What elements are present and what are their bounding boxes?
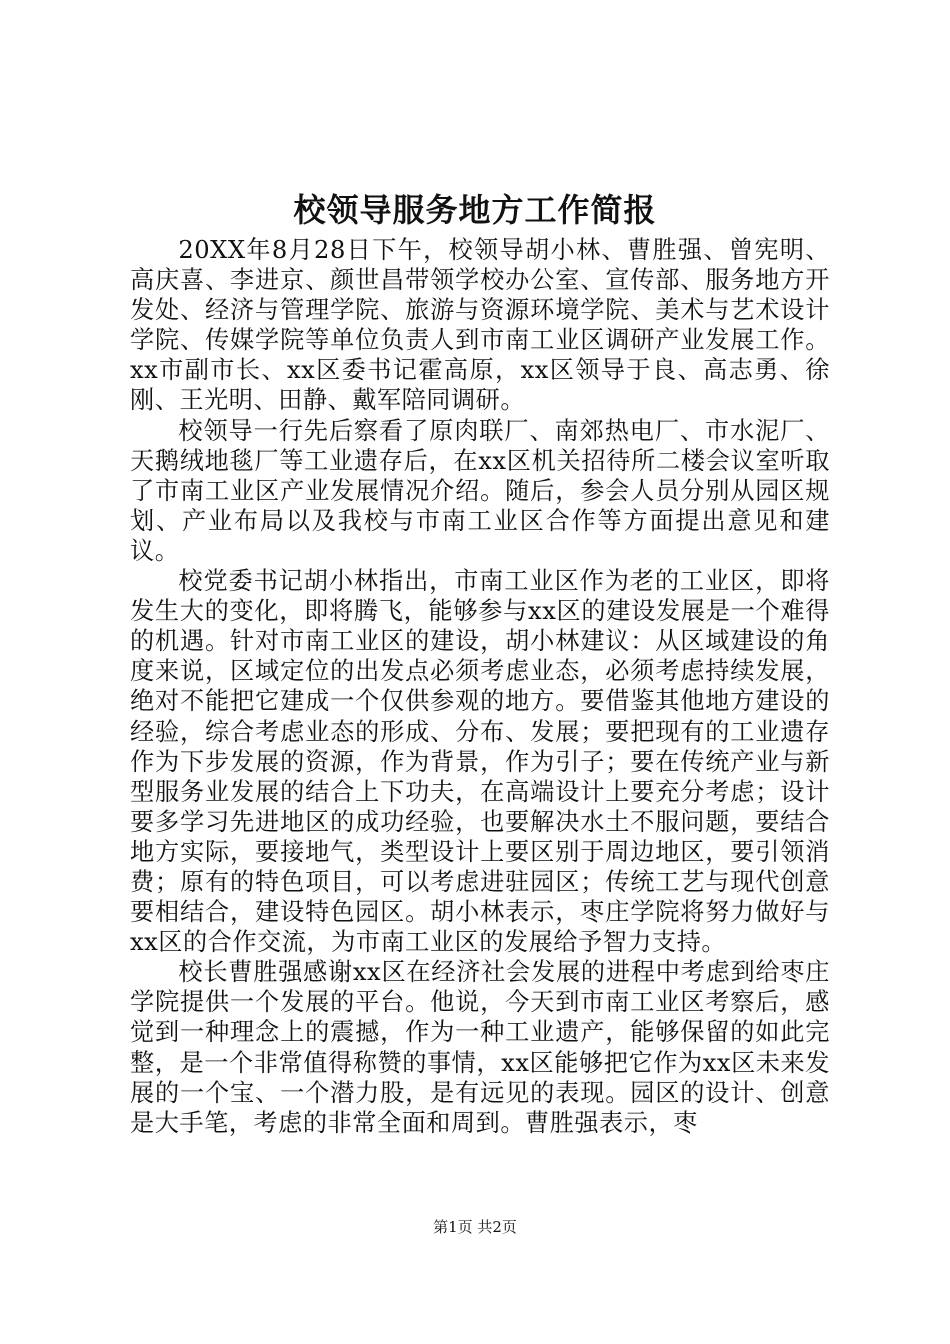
document-body	[130, 235, 830, 1138]
paragraph-3: 校党委书记胡小林指出，市南工业区作为老的工业区，即将发生大的变化，即将腾飞，能够参与xx区的建设发展是一个难得的机遇。针对市南工业区的建设，胡小林建议：从区域建设的角度来说，区域定位的出发点必须考虑业态，必须考虑持续发展，绝对不能把它建成一个仅供参观的地方。要借鉴其他地方建设的经验，综合考虑业态的形成、分布、发展；要把现有的工业遗存作为下步发展的资源，作为背景，作为引子；要在传统产业与新型服务业发展的结合上下功夫，在高端设计上要充分考虑；设计要多学习先进地区的成功经验，也要解决水土不服问题，要结合地方实际，要接地气，类型设计上要区别于周边地区，要引领消费；原有的特色项目，可以考虑进驻园区；传统工艺与现代创意要相结合，建设特色园区。胡小林表示，枣庄学院将努力做好与xx区的合作交流，为市南工业区的发展给予智力支持。	[130, 567, 830, 957]
page-footer: 第1页 共2页	[433, 1218, 517, 1236]
paragraph-2: 校领导一行先后察看了原肉联厂、南郊热电厂、市水泥厂、天鹅绒地毯厂等工业遗存后，在xx区机关招待所二楼会议室听取了市南工业区产业发展情况介绍。随后，参会人员分别从园区规划、产业布局以及我校与市南工业区合作等方面提出意见和建议。	[130, 416, 830, 565]
paragraph-1: 20XX年8月28日下午，校领导胡小林、曹胜强、曾宪明、高庆喜、李进京、颜世昌带领学校办公室、宣传部、服务地方开发处、经济与管理学院、旅游与资源环境学院、美术与艺术设计学院、传媒学院等单位负责人到市南工业区调研产业发展工作。xx市副市长、xx区委书记霍高原，xx区领导于良、高志勇、徐刚、王光明、田静、戴军陪同调研。	[130, 236, 830, 415]
paragraph-4: 校长曹胜强感谢xx区在经济社会发展的进程中考虑到给枣庄学院提供一个发展的平台。他说，今天到市南工业区考察后，感觉到一种理念上的震撼，作为一种工业遗产，能够保留的如此完整，是一个非常值得称赞的事情，xx区能够把它作为xx区未来发展的一个宝、一个潜力股，是有远见的表现。园区的设计、创意是大手笔，考虑的非常全面和周到。曹胜强表示，枣	[130, 958, 830, 1137]
document-title: 校领导服务地方工作简报	[293, 191, 657, 229]
